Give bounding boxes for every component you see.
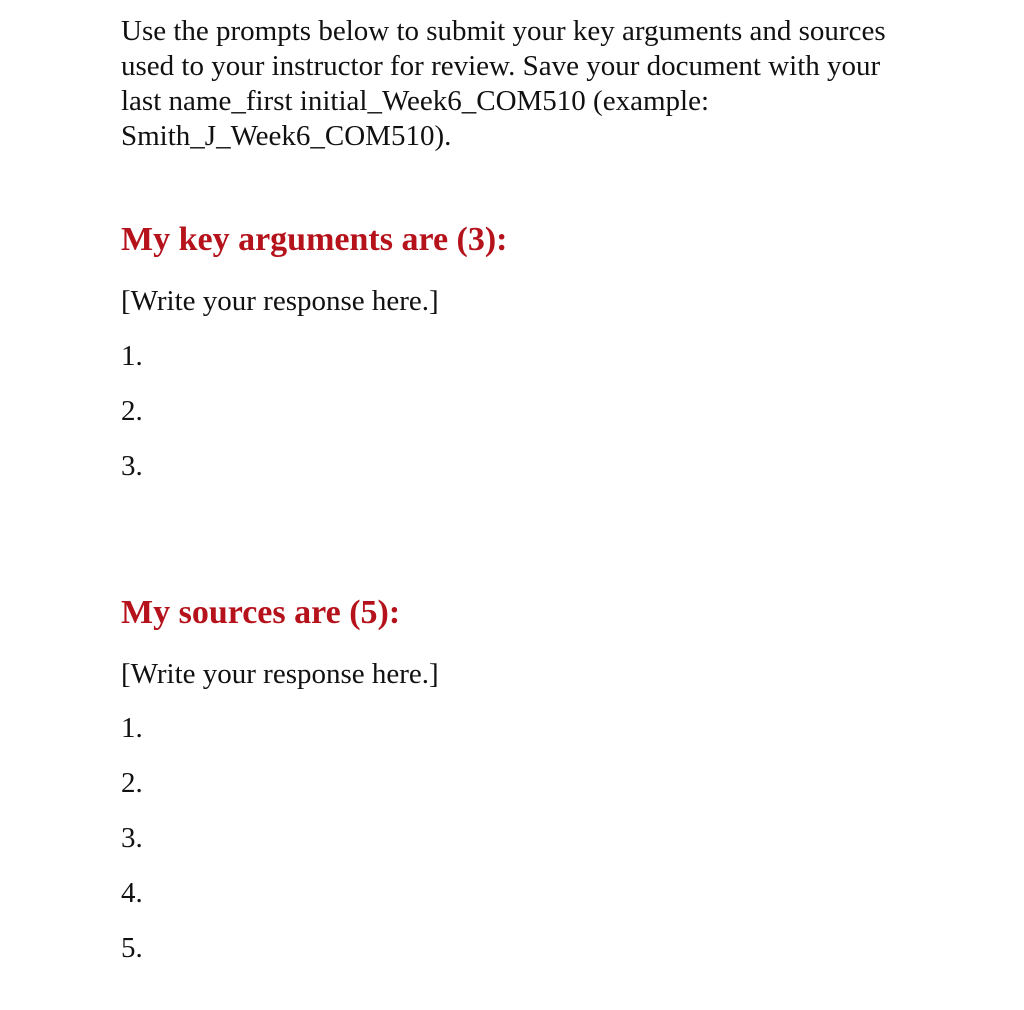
source-item-1[interactable]: 1. xyxy=(121,712,143,744)
key-arguments-response-prompt[interactable]: [Write your response here.] xyxy=(121,285,439,317)
source-item-2[interactable]: 2. xyxy=(121,767,143,799)
sources-response-prompt[interactable]: [Write your response here.] xyxy=(121,658,439,690)
key-argument-item-3[interactable]: 3. xyxy=(121,450,143,482)
key-arguments-heading: My key arguments are (3): xyxy=(121,221,508,258)
intro-paragraph: Use the prompts below to submit your key arguments and sources used to your instructor for review. Save your document with your last name_first initial_Week6_COM510 (example: Smith_J_Week6_COM510). xyxy=(121,15,886,152)
key-argument-item-1[interactable]: 1. xyxy=(121,340,143,372)
sources-heading: My sources are (5): xyxy=(121,594,401,631)
source-item-3[interactable]: 3. xyxy=(121,822,143,854)
key-argument-item-2[interactable]: 2. xyxy=(121,395,143,427)
document-page xyxy=(121,14,921,964)
source-item-4[interactable]: 4. xyxy=(121,877,143,909)
source-item-5[interactable]: 5. xyxy=(121,932,143,964)
